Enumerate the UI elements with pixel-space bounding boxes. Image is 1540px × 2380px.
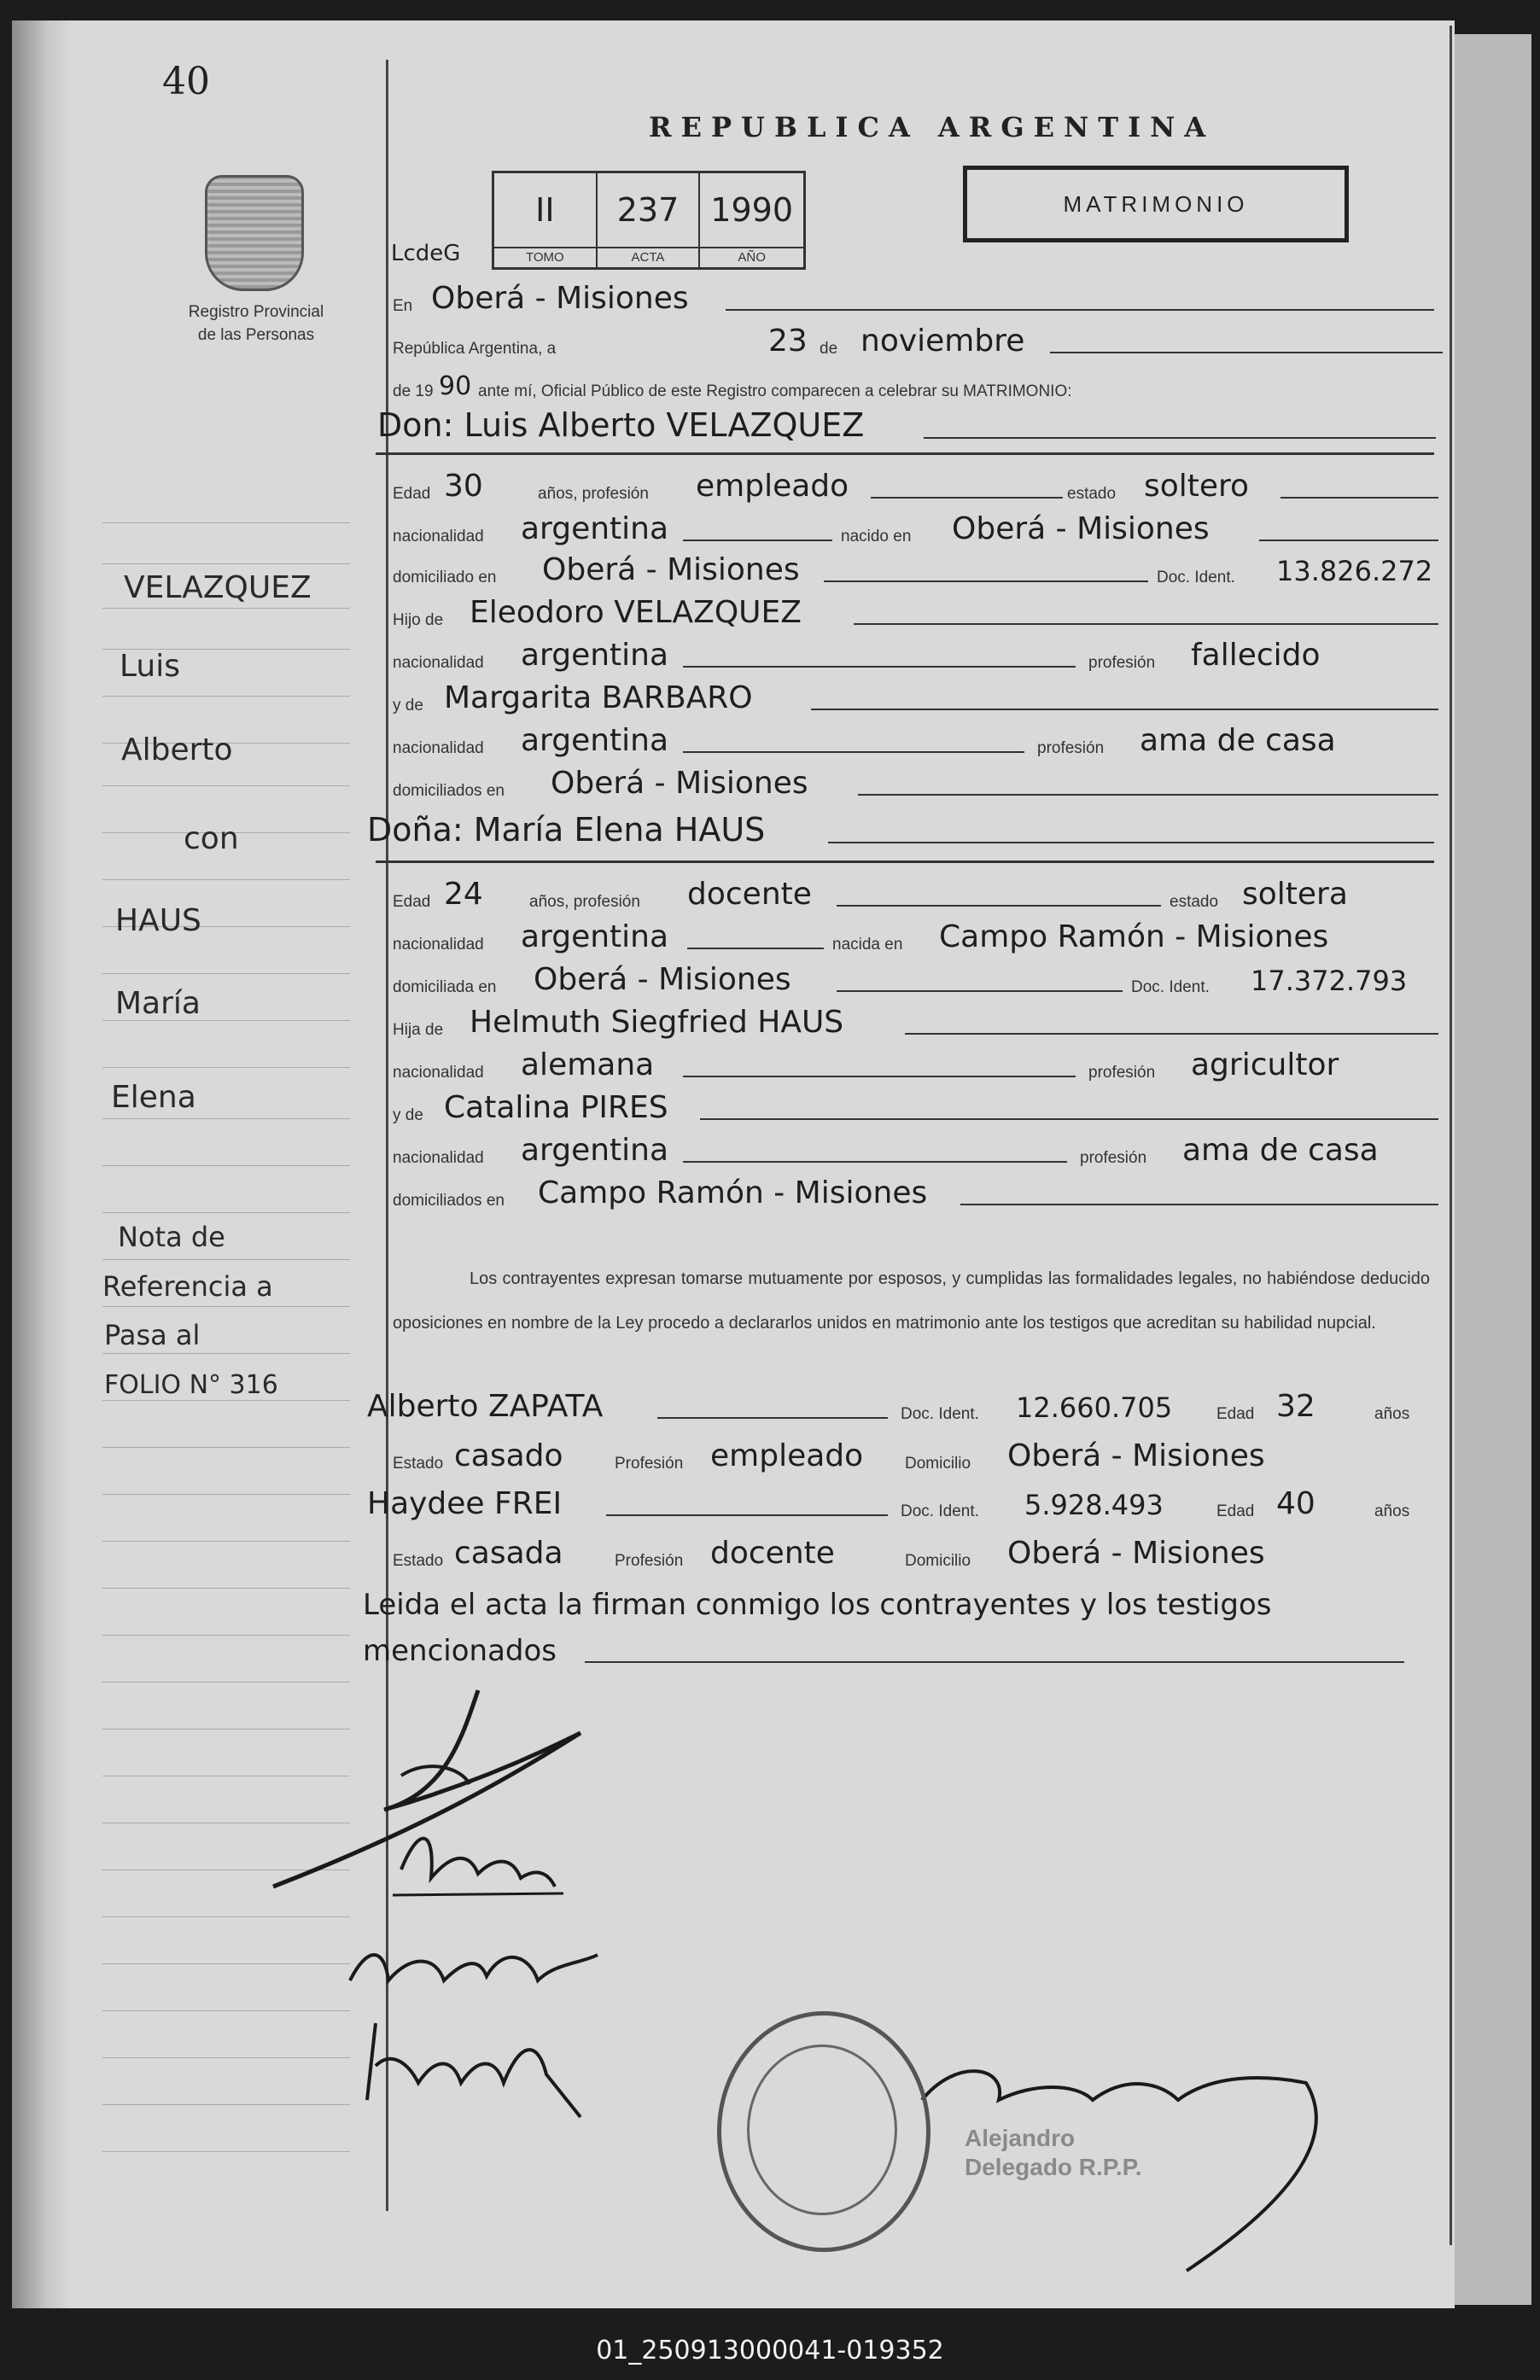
bride-mother-row [393,1089,1443,1129]
witness2-details-row [393,1535,1443,1574]
fill-line [606,1514,888,1516]
bride-father-details-row [393,1047,1443,1086]
profesion-label: años, profesión [529,893,640,911]
anos-label: años [1374,1405,1410,1423]
fill-line [828,842,1434,843]
bride-father-profession: agricultor [1191,1047,1339,1082]
margin-ruled-line [102,2104,350,2105]
fill-line [683,751,1024,753]
bride-nacida-en: Campo Ramón - Misiones [939,919,1329,954]
groom-edad: 30 [444,469,483,504]
domicilio-label: Domicilio [905,1455,971,1473]
madre-label: y de [393,1106,423,1124]
groom-age-row [393,468,1443,507]
margin-ruled-line [102,608,350,609]
margin-note-con: con [184,821,239,856]
groom-mother: Margarita BARBARO [444,680,753,715]
margin-ruled-line [102,2010,350,2011]
margin-ruled-line [102,785,350,786]
bride-father-row [393,1004,1443,1043]
year-prefix: de 19 [393,382,434,400]
groom-nacido-en: Oberá - Misiones [952,511,1210,546]
profesion-label: profesión [1080,1149,1147,1167]
groom-heading-row [377,408,1427,447]
margin-ruled-line [102,2151,350,2152]
fill-line [871,497,1063,499]
section-rule [376,452,1434,455]
groom-domicilio: Oberá - Misiones [542,552,800,587]
image-caption: 01_250913000041-019352 [596,2336,944,2365]
groom-parents-domicile: Oberá - Misiones [551,766,808,801]
bride-parents-domicile: Campo Ramón - Misiones [538,1175,928,1210]
bride-father: Helmuth Siegfried HAUS [470,1005,844,1040]
witness1-row [367,1388,1417,1427]
margin-note-nota: Nota de [118,1221,225,1253]
fill-line [683,1161,1067,1163]
bride-heading: Doña: María Elena HAUS [367,811,766,849]
estado-label: Estado [393,1455,444,1473]
margin-ruled-line [102,1494,350,1495]
doc-label: Doc. Ident. [1157,569,1235,586]
nacida-label: nacida en [832,936,903,954]
margin-ruled-line [102,522,350,523]
officer-stamp-line2: Delegado R.P.P. [965,2154,1142,2180]
bride-father-nationality: alemana [521,1047,655,1082]
groom-father-nationality: argentina [521,638,669,673]
margin-ruled-line [102,1400,350,1401]
fill-line [960,1204,1438,1205]
record-type-box: MATRIMONIO [963,166,1349,242]
anos-label: años [1374,1502,1410,1520]
bride-parents-domicile-row [393,1175,1443,1214]
profesion-label: profesión [1088,654,1156,672]
nacido-label: nacido en [841,528,912,545]
fill-line [1050,352,1443,353]
year-suffix: 90 [439,371,472,401]
fill-line [687,948,824,949]
witness2-profesion: docente [710,1536,835,1571]
bride-signature [384,1818,572,1904]
witness2-estado: casada [454,1536,563,1571]
fill-line [683,1076,1076,1077]
groom-estado: soltero [1144,469,1250,504]
fill-line [683,666,1076,668]
groom-mother-nationality: argentina [521,723,669,758]
bride-edad: 24 [444,877,483,912]
groom-nacionalidad: argentina [521,511,669,546]
groom-mother-details-row [393,722,1443,761]
closing-row1 [363,1586,1413,1625]
witness2-signature [359,2015,598,2134]
estado-label: estado [1170,893,1219,911]
profesion-label: profesión [1088,1064,1156,1082]
nacionalidad-label: nacionalidad [393,936,484,954]
closing-line1: Leida el acta la firman conmigo los contrayentes y los testigos [363,1588,1272,1622]
estado-label: estado [1067,485,1117,503]
margin-ruled-line [102,1165,350,1166]
nacionalidad-label: nacionalidad [393,654,484,672]
profesion-label: Profesión [615,1455,684,1473]
madre-label: y de [393,697,423,715]
nacionalidad-label: nacionalidad [393,1149,484,1167]
margin-ruled-line [102,696,350,697]
day-value: 23 [768,324,808,359]
fill-line [858,794,1438,796]
margin-ruled-line [102,1916,350,1917]
coat-of-arms-seal [205,175,304,291]
witness1-profesion: empleado [710,1438,864,1473]
acta-label: ACTA [598,247,701,267]
witness2-doc: 5.928.493 [1024,1489,1164,1521]
margin-ruled-line [102,1541,350,1542]
ano-value: 1990 [710,191,794,229]
margin-ruled-line [102,879,350,880]
place-value: Oberá - Misiones [431,281,689,316]
profesion-label: profesión [1037,739,1105,757]
margin-ruled-line [102,563,350,564]
domicilio-label: domiciliada en [393,978,497,996]
doc-label: Doc. Ident. [901,1405,979,1423]
registry-label [128,300,384,347]
margin-note-surname-bride: HAUS [115,903,201,938]
bride-domicile-row [393,961,1443,1000]
margin-note-name3: María [115,986,201,1021]
hija-label: Hija de [393,1021,444,1039]
bride-mother-nationality: argentina [521,1133,669,1168]
bride-doc: 17.372.793 [1251,965,1408,997]
closing-line2: mencionados [363,1634,557,1668]
padres-dom-label: domiciliados en [393,1192,505,1210]
margin-ruled-line [102,1212,350,1213]
fill-line [854,623,1438,625]
witness1-doc: 12.660.705 [1016,1391,1173,1424]
closing-row2 [363,1632,1413,1671]
witness2-row [367,1485,1417,1525]
bride-heading-row [367,813,1417,852]
officer-stamp-line1: Alejandro [965,2125,1076,2151]
en-label: En [393,297,413,315]
doc-label: Doc. Ident. [901,1502,979,1520]
month-value: noviembre [860,324,1025,359]
tomo-label: TOMO [494,247,598,267]
margin-note-name1: Luis [120,649,180,684]
fill-line [1259,540,1438,541]
doc-label: Doc. Ident. [1131,978,1210,996]
ano-label: AÑO [700,247,803,267]
bride-mother-profession: ama de casa [1182,1133,1379,1168]
groom-parents-domicile-row [393,765,1443,804]
groom-heading: Don: Luis Alberto VELAZQUEZ [377,406,865,444]
witness2-edad: 40 [1276,1486,1315,1521]
margin-note-folio: FOLIO N° 316 [104,1370,278,1400]
edad-label: Edad [1216,1502,1255,1520]
edad-label: Edad [1216,1405,1255,1423]
acta-value: 237 [598,173,701,247]
groom-father: Eleodoro VELAZQUEZ [470,595,802,630]
fill-line [905,1033,1438,1035]
margin-ruled-line [102,1067,350,1068]
section-rule [376,860,1434,863]
groom-mother-row [393,680,1443,719]
domicilio-label: Domicilio [905,1552,971,1570]
officer-stamp-text [965,2124,1142,2182]
year-row [393,365,1443,405]
groom-doc: 13.826.272 [1276,555,1433,587]
margin-ruled-line [102,1259,350,1260]
registration-box [492,171,806,270]
witness1-edad: 32 [1276,1389,1315,1424]
fill-line [837,990,1123,992]
domicilio-label: domiciliado en [393,569,497,586]
bride-profesion: docente [687,877,812,912]
fill-line [1280,497,1438,499]
margin-ruled-line [102,1118,350,1119]
nacionalidad-label: nacionalidad [393,739,484,757]
registry-label-line1: Registro Provincial [188,303,324,321]
nacionalidad-label: nacionalidad [393,528,484,545]
margin-note-surname-groom: VELAZQUEZ [124,570,312,605]
country-title: REPUBLICA ARGENTINA [649,111,1216,143]
folio-number: 40 [162,60,210,103]
groom-domicile-row [393,551,1443,591]
fill-line [824,580,1148,582]
witness2-name: Haydee FREI [367,1486,563,1521]
witness1-signature [341,1929,615,2015]
declaration-text: Los contrayentes expresan tomarse mutuamente por esposos, y cumplidas las formalidades legales, no habiéndose deducido oposiciones en nombre de la Ley procedo a declararlos unidos en matrimonio ante los testigos que acreditan su habilidad nupcial. [393,1269,1430,1333]
groom-mother-profession: ama de casa [1140,723,1336,758]
margin-ruled-line [102,1588,350,1589]
witness1-details-row [393,1438,1443,1477]
date-row [393,323,1443,362]
profesion-label: años, profesión [538,485,649,503]
bride-domicilio: Oberá - Misiones [534,962,791,997]
fill-line [585,1661,1404,1663]
witness1-name: Alberto ZAPATA [367,1389,604,1424]
book-binding [12,20,72,2308]
witness1-domicilio: Oberá - Misiones [1007,1438,1265,1473]
registry-label-line2: de las Personas [197,326,315,344]
margin-ruled-line [102,1447,350,1448]
groom-father-profession: fallecido [1191,638,1321,673]
fill-line [726,309,1434,311]
margin-note-name4: Elena [111,1080,196,1115]
tomo-value: II [494,173,598,247]
republica-label: República Argentina, a [393,340,557,358]
margin-ruled-line [102,2057,350,2058]
margin-note-name2: Alberto [121,732,233,767]
bride-age-row [393,876,1443,915]
nacionalidad-label: nacionalidad [393,1064,484,1082]
fill-line [924,437,1436,439]
appearance-text: ante mí, Oficial Público de este Registro comparecen a celebrar su MATRIMONIO: [478,382,1072,400]
official-stamp [717,2011,930,2252]
profesion-label: Profesión [615,1552,684,1570]
groom-nationality-row [393,510,1443,550]
fill-line [700,1118,1438,1120]
edad-label: Edad [393,485,431,503]
bride-nacionalidad: argentina [521,919,669,954]
bride-mother: Catalina PIRES [444,1090,668,1125]
margin-ruled-line [102,1635,350,1636]
right-margin-rule [1450,26,1452,2245]
fill-line [811,709,1438,710]
padres-dom-label: domiciliados en [393,782,505,800]
bride-mother-details-row [393,1132,1443,1171]
witness2-domicilio: Oberá - Misiones [1007,1536,1265,1571]
place-row [393,280,1443,319]
margin-ruled-line [102,1353,350,1354]
margin-ruled-line [102,1306,350,1307]
estado-label: Estado [393,1552,444,1570]
page-edge [1455,34,1531,2305]
margin-note-pasa: Pasa al [104,1319,201,1351]
de-label: de [820,340,838,358]
hijo-label: Hijo de [393,611,444,629]
groom-father-row [393,594,1443,633]
stamp-inner-ring [747,2045,897,2215]
libro-note: LcdeG [391,241,461,266]
edad-label: Edad [393,893,431,911]
witness1-estado: casado [454,1438,563,1473]
margin-ruled-line [102,1963,350,1964]
fill-line [657,1417,888,1419]
groom-father-details-row [393,637,1443,676]
fill-line [837,905,1161,907]
bride-nationality-row [393,919,1443,958]
groom-profesion: empleado [696,469,849,504]
bride-estado: soltera [1242,877,1348,912]
margin-ruled-line [102,973,350,974]
fill-line [683,540,832,541]
margin-note-referencia: Referencia a [102,1270,273,1303]
